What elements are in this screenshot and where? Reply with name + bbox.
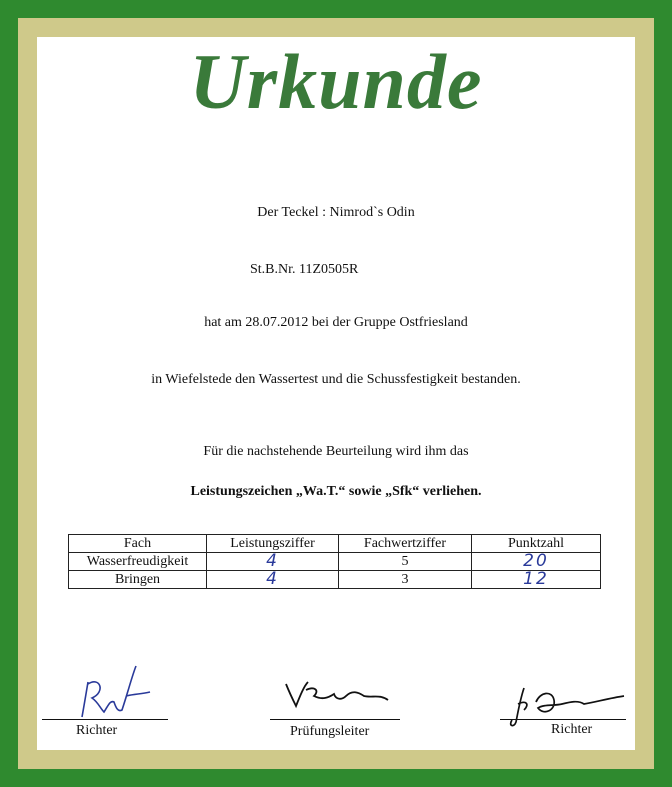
examiner-label: Prüfungsleiter [290,724,370,739]
award-line: Leistungszeichen „Wa.T.“ sowie „Sfk“ verliehen. [190,484,482,499]
certificate-paper [37,37,635,750]
table-header: Punktzahl [472,535,601,553]
table-row [69,553,601,571]
examiner-signature [280,676,410,716]
subject-weight-cell: 5 [339,553,472,571]
stud-book-number: St.B.Nr. 11Z0505R [250,262,359,277]
subject-weight-cell: 3 [339,571,472,589]
left-signature-line [42,719,168,720]
left-judge-label: Richter [76,723,118,738]
certificate-title: Urkunde [189,38,483,125]
table-header: Fachwertziffer [339,535,472,553]
subject-cell: Bringen [69,571,207,589]
points-cell: 20 [472,553,601,571]
grades-table [68,534,601,589]
table-header-row [69,535,601,553]
exam-date-line: hat am 28.07.2012 bei der Gruppe Ostfriesland [204,315,468,330]
assessment-line: Für die nachstehende Beurteilung wird ihm das [203,444,469,459]
dog-name-line: Der Teckel : Nimrod`s Odin [257,205,415,220]
right-judge-label: Richter [551,722,593,737]
table-row [69,571,601,589]
performance-score-cell: 4 [207,571,339,589]
middle-signature-line [270,719,400,720]
table-header: Fach [69,535,207,553]
subject-cell: Wasserfreudigkeit [69,553,207,571]
table-header: Leistungsziffer [207,535,339,553]
left-judge-signature [70,662,160,722]
exam-place-line: in Wiefelstede den Wassertest und die Schussfestigkeit bestanden. [151,372,521,387]
right-signature-line [500,719,626,720]
performance-score-cell: 4 [207,553,339,571]
points-cell: 12 [472,571,601,589]
